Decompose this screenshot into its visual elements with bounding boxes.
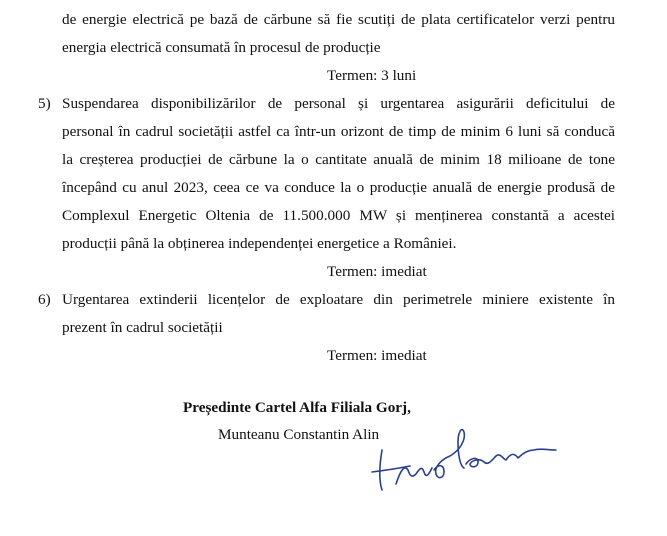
item4-line-2: energia electrică consumată în procesul de producție [62,39,381,56]
item6-number: 6) [38,291,51,308]
signature-name: Munteanu Constantin Alin [218,426,380,443]
signature-title: Președinte Cartel Alfa Filiala Gorj, [183,399,411,416]
item5-line-4: începând cu anul 2023, ceea ce va conduce la o producție anuală de energie produsă de [62,179,615,196]
item5-line-1: Suspendarea disponibilizărilor de personal și urgentarea asigurării deficitului de [62,95,615,112]
item5-line-6: producții până la obținerea independenței energetice a României. [62,235,457,252]
item6-line-1: Urgentarea extinderii licențelor de exploatare din perimetrele miniere existente în [62,291,615,308]
item6-deadline: Termen: imediat [327,347,427,364]
item5-number: 5) [38,95,51,112]
item5-deadline: Termen: imediat [327,263,427,280]
item5-line-5: Complexul Energetic Oltenia de 11.500.000 MW și menținerea constantă a acestei [62,207,615,224]
item6-line-2: prezent în cadrul societății [62,319,223,336]
item5-line-3: la creșterea producției de cărbune la o cantitate anuală de minim 18 milioane de tone [62,151,615,168]
item4-line-1: de energie electrică pe bază de cărbune să fie scutiți de plata certificatelor verzi pentru [62,11,615,28]
item4-deadline: Termen: 3 luni [327,67,417,84]
handwritten-signature [368,420,568,500]
item5-line-2: personal în cadrul societății astfel ca într-un orizont de timp de minim 6 luni să conducă [62,123,615,140]
